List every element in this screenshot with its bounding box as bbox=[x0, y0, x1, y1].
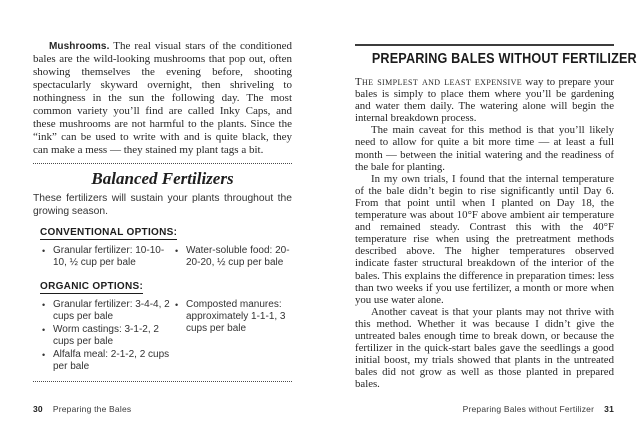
list-item: • Granular fertilizer: 10-10-10, ½ cup per bale bbox=[40, 245, 173, 269]
list-item: • Water-soluble food: 20-20-20, ½ cup per bale bbox=[173, 245, 292, 269]
list-item: • Composted manures: approximately 1-1-1, 3 cups per bale bbox=[173, 299, 292, 335]
left-page-footer bbox=[33, 404, 131, 414]
right-page-footer bbox=[355, 404, 614, 414]
body-paragraph: Another caveat is that your plants may not thrive with this method. Whether it was because I didn’t give the untreated bales enough time to break down, or because the fertilizer in the quick-start bales gave the seedlings a good initial boost, my trials showed that plants in the untreated bales did not grow as well as those planted in prepared bales. bbox=[355, 305, 614, 391]
chapter-heading-rule bbox=[355, 44, 614, 46]
fertilizer-box-intro: These fertilizers will sustain your plants throughout the growing season. bbox=[33, 193, 292, 217]
right-running-title: Preparing Bales without Fertilizer bbox=[462, 404, 595, 414]
opening-small-caps: The simplest and least expensive bbox=[355, 76, 523, 88]
paragraph-lead-in: Mushrooms. bbox=[49, 41, 110, 52]
organic-col-1 bbox=[40, 299, 173, 374]
organic-options-heading: ORGANIC OPTIONS: bbox=[40, 281, 144, 292]
mushrooms-paragraph bbox=[33, 40, 292, 157]
body-paragraph: In my own trials, I found that the internal temperature of the bale didn’t begin to rise significantly until Day 6. From that point until when I planted on Day 18, the temperature was about 10°F above ambient air temperature and remained steady. Contrast this with the 40°F temperature rise when using the pretreatment methods described above. The higher temperatures observed indicate faster structural breakdown of the interior of the bales. This explains the difference in preparation times: less than two weeks if you use fertilizer, a month or more when you use water alone. bbox=[355, 172, 614, 306]
left-running-title: Preparing the Bales bbox=[52, 404, 132, 414]
conventional-col-1 bbox=[40, 245, 173, 270]
box-bottom-dotted-rule bbox=[33, 381, 292, 382]
conventional-options-heading: CONVENTIONAL OPTIONS: bbox=[40, 227, 178, 238]
list-item: • Granular fertilizer: 3-4-4, 2 cups per bale bbox=[40, 299, 173, 323]
right-page bbox=[355, 40, 637, 391]
fertilizer-box-title: Balanced Fertilizers bbox=[91, 169, 234, 188]
left-page-number: 30 bbox=[33, 404, 43, 414]
paragraph-body-text: The real visual stars of the conditioned bales are the wild-looking mushrooms that pop out, often showing themselves the evening before, shooting spectacularly skyward overnight, then shriveling to nothingness in the sun the following day. The most common variety you’ll find are called Inky Caps, and these mushrooms are not harmful to the plants. Since the “ink” can be used to write with and is quite black, they can make a mess — they stained my plant tags a bit. bbox=[33, 40, 292, 156]
list-item: • Alfalfa meal: 2-1-2, 2 cups per bale bbox=[40, 349, 173, 373]
organic-col-2 bbox=[173, 299, 292, 374]
opening-rest: way to prepare your bales is simply to place them where you’ll be gardening and water them daily. The watering alone will begin the internal breakdown process. bbox=[355, 76, 615, 125]
conventional-options-columns bbox=[40, 245, 292, 270]
left-page bbox=[33, 40, 292, 382]
box-top-dotted-rule bbox=[33, 163, 292, 164]
opening-paragraph bbox=[355, 76, 614, 124]
organic-options-columns bbox=[40, 299, 292, 374]
right-page-number: 31 bbox=[604, 404, 614, 414]
organic-options-section bbox=[33, 270, 292, 374]
list-item: • Worm castings: 3-1-2, 2 cups per bale bbox=[40, 324, 173, 348]
conventional-options-section bbox=[33, 218, 292, 270]
conventional-col-2 bbox=[173, 245, 292, 270]
chapter-heading: PREPARING BALES WITHOUT FERTILIZER bbox=[371, 51, 637, 67]
body-paragraph: The main caveat for this method is that you’ll likely need to allow for quite a bit more time — at least a full month — between the initial watering and the readiness of the bale for planting. bbox=[355, 124, 614, 173]
